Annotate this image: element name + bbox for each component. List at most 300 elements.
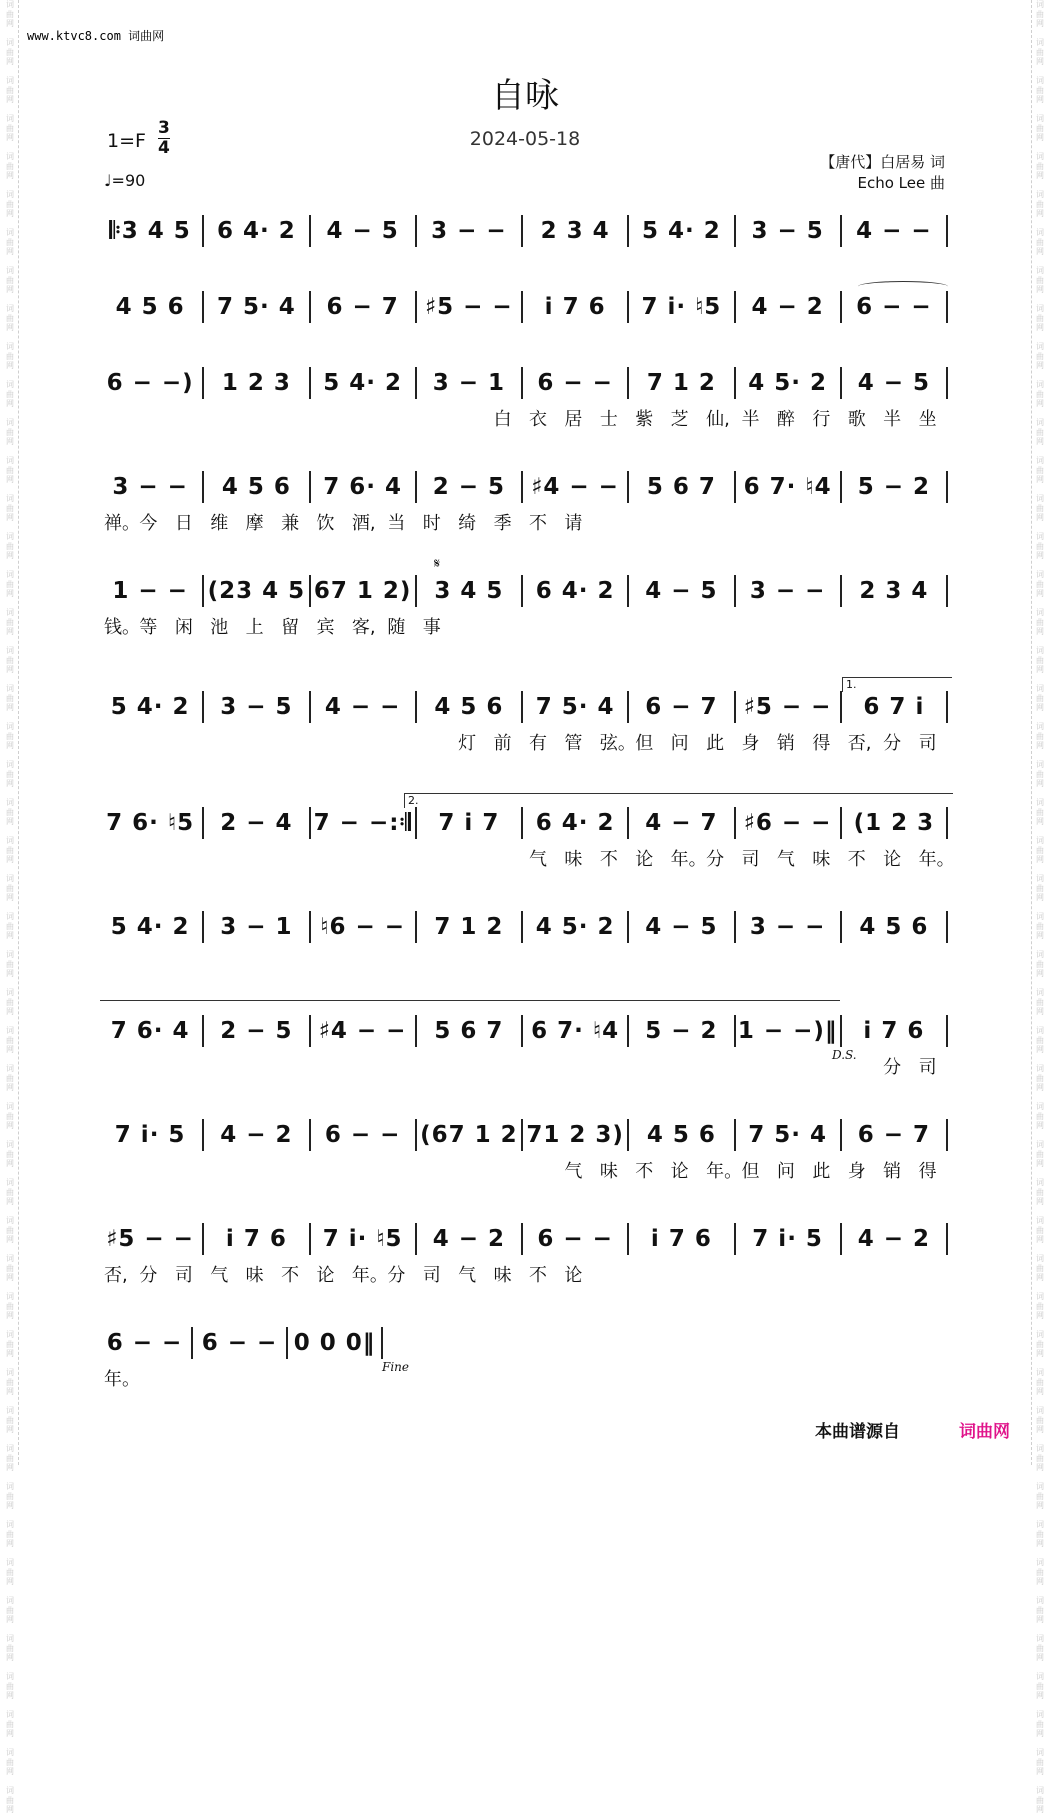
- measure: 6 − −: [201, 1330, 278, 1356]
- measure: 4 − 5: [857, 370, 931, 396]
- lyric-syllable: 论: [670, 1161, 689, 1182]
- measure: ♯6 − −: [743, 810, 832, 836]
- bar-line: [627, 367, 629, 399]
- measure: 6 7· ♮4: [531, 1018, 620, 1044]
- lyric-syllable: 半: [741, 409, 760, 430]
- bar-line: [286, 1327, 288, 1359]
- measure: 3 − −: [749, 914, 826, 940]
- lyric-syllable: 士: [599, 409, 618, 430]
- bar-line: [627, 1015, 629, 1047]
- bar-line: [521, 807, 523, 839]
- lyric-syllable: 不: [529, 1265, 547, 1286]
- lyric-syllable: 弦。: [599, 733, 636, 754]
- volta-2: 2.: [404, 793, 953, 808]
- bar-line: [415, 215, 417, 247]
- bar-line: [202, 691, 204, 723]
- measure: 4 5· 2: [748, 370, 827, 396]
- measure: 4 5· 2: [535, 914, 615, 940]
- lyric-syllable: 此: [706, 733, 725, 754]
- lyric-syllable: 请: [564, 513, 583, 534]
- measure: 4 − 2: [220, 1122, 293, 1148]
- bar-line: [521, 367, 523, 399]
- measure: 6 4· 2: [535, 578, 615, 604]
- left-watermark-strip: 词 曲 网 词 曲 网 词 曲 网 词 曲 网 词 曲 网 词 曲 网 词 曲 网 词 曲 网 词 曲 网 词 曲 网 词 曲 网 词 曲 网 词 曲 网 词 曲 网 词 曲 网 词 曲 网 词 曲 网 词 曲 网 词 曲 网 词 曲 网 词 曲 网 词 曲 网 词 曲 网 词 曲 网 词 曲 网 词 曲 网 词 曲 网 词 曲 网 词 曲 网 词 曲 网 词 曲 网 词 曲 网 词 曲 网 词 曲 网 词 曲 网 词 曲 网 词 曲 网 词 曲 网 词 曲 网 词 曲 网 词 曲 网 词 曲 网 词 曲 网 词 曲 网 词 曲 网 词 曲 网 词 曲 网 词 曲 网: [2, 0, 19, 1465]
- bar-line: [946, 1223, 948, 1255]
- bar-line: [202, 575, 204, 607]
- time-sig-bottom: 4: [158, 138, 170, 158]
- measure: 5 − 2: [645, 1018, 718, 1044]
- measure: 4 5 6: [434, 694, 504, 720]
- lyric-syllable: 不: [599, 849, 618, 870]
- measure: 3 − 5: [220, 694, 293, 720]
- lyrics-row: [100, 845, 955, 870]
- measure: 6 − −: [324, 1122, 401, 1148]
- bar-line: [381, 1327, 383, 1359]
- measure: 7 i· ♮5: [641, 294, 722, 320]
- measure: 6 7· ♮4: [743, 474, 832, 500]
- lyric-syllable: 气: [564, 1161, 583, 1182]
- bar-line: [202, 807, 204, 839]
- measure: 3 − 1: [220, 914, 293, 940]
- lyrics-row: [100, 509, 950, 533]
- bar-line: [415, 1119, 417, 1151]
- bar-line: [521, 1223, 523, 1255]
- measure: 5 6 7: [434, 1018, 504, 1044]
- measure: 3 − 5: [751, 218, 824, 244]
- lyric-syllable: 池: [210, 617, 229, 638]
- time-signature: [158, 119, 170, 158]
- score-row: [100, 291, 950, 323]
- measure: 3 − −: [112, 474, 188, 500]
- bracket-line: [100, 1000, 840, 1003]
- lyric-syllable: 事: [422, 617, 441, 638]
- measure: 7 1 2: [646, 370, 716, 396]
- bar-line: [415, 911, 417, 943]
- lyric-syllable: 不: [529, 513, 547, 534]
- measure: 5 4· 2: [110, 914, 190, 940]
- measure: 5 − 2: [857, 474, 931, 500]
- measure: 7 i· 5: [114, 1122, 186, 1148]
- lyric-syllable: 年。: [104, 1369, 140, 1390]
- bar-line: [627, 911, 629, 943]
- bar-line: [309, 575, 311, 607]
- bar-line: [521, 575, 523, 607]
- bar-line: [309, 1119, 311, 1151]
- lyric-syllable: 白: [493, 409, 512, 430]
- bar-line: [946, 471, 948, 503]
- measure: 4 5 6: [859, 914, 929, 940]
- lyric-syllable: 但: [635, 733, 654, 754]
- lyric-syllable: 时: [422, 513, 441, 534]
- lyric-syllable: 衣: [529, 409, 547, 430]
- bar-line: [840, 911, 842, 943]
- bar-line: [946, 691, 948, 723]
- bar-line: [521, 691, 523, 723]
- score-row: [100, 215, 950, 247]
- measure: 4 5 6: [646, 1122, 716, 1148]
- measure: 4 − 7: [645, 810, 718, 836]
- lyric-syllable: 仙,: [706, 409, 730, 430]
- lyric-syllable: 紫: [635, 409, 654, 430]
- measure: 7 i 7: [438, 810, 500, 836]
- measure: 2 − 5: [220, 1018, 293, 1044]
- bar-line: [415, 471, 417, 503]
- bar-line: [415, 367, 417, 399]
- measure: 2 − 5: [432, 474, 506, 500]
- bar-line: [415, 691, 417, 723]
- measure: 2 3 4: [540, 218, 610, 244]
- lyric-syllable: 芝: [670, 409, 689, 430]
- measure: 7 5· 4: [748, 1122, 827, 1148]
- measure: 4 5 6: [115, 294, 185, 320]
- bar-line: [840, 807, 842, 839]
- bar-line: [627, 691, 629, 723]
- bar-line: [840, 367, 842, 399]
- measure: 7 i· ♮5: [322, 1226, 403, 1252]
- measure: i 7 6: [650, 1226, 712, 1252]
- bar-line: [734, 215, 736, 247]
- measure: 2 3 4: [859, 578, 929, 604]
- bar-line: [734, 1119, 736, 1151]
- measure: 6 4· 2: [535, 810, 615, 836]
- measure: 7 6· 4: [110, 1018, 190, 1044]
- measure: 7 5· 4: [216, 294, 296, 320]
- lyric-syllable: 随: [387, 617, 406, 638]
- lyric-syllable: 论: [564, 1265, 583, 1286]
- lyrics-row: [100, 1261, 950, 1285]
- lyric-syllable: 销: [883, 1161, 902, 1182]
- measure: 5 4· 2: [110, 694, 190, 720]
- lyric-syllable: 宾: [316, 617, 335, 638]
- bar-line: [734, 471, 736, 503]
- lyric-syllable: 不: [847, 849, 866, 870]
- measure: 3 − −: [431, 218, 507, 244]
- measure: (67 1 2: [420, 1122, 518, 1148]
- tempo-marking: ♩=90: [104, 171, 146, 190]
- bar-line: [734, 1223, 736, 1255]
- lyric-syllable: 兼: [281, 513, 300, 534]
- lyric-syllable: 客,: [351, 617, 376, 638]
- bar-line: [521, 215, 523, 247]
- bar-line: [734, 1015, 736, 1047]
- ds-mark: D.S.: [832, 1048, 857, 1062]
- measure: 4 − 5: [326, 218, 399, 244]
- footer-brand-link[interactable]: 词曲网: [959, 1422, 1010, 1442]
- lyric-syllable: 等: [139, 617, 158, 638]
- lyrics-row: [100, 1157, 950, 1181]
- score-row: [100, 575, 950, 607]
- bar-line: [840, 1119, 842, 1151]
- bar-line: [840, 471, 842, 503]
- lyric-syllable: 年。: [351, 1265, 388, 1286]
- measure: 3 − 1: [432, 370, 506, 396]
- lyric-syllable: 年。: [670, 849, 707, 870]
- lyric-syllable: 半: [883, 409, 902, 430]
- bar-line: [946, 1015, 948, 1047]
- lyric-syllable: 上: [245, 617, 264, 638]
- bar-line: [840, 691, 842, 723]
- measure: 0 0 0‖: [293, 1330, 376, 1356]
- score-row: [100, 1015, 950, 1047]
- bar-line: [202, 291, 204, 323]
- lyric-syllable: 味: [493, 1265, 512, 1286]
- lyric-syllable: 醉: [776, 409, 795, 430]
- bar-line: [309, 367, 311, 399]
- measure: 4 − 2: [432, 1226, 506, 1252]
- lyric-syllable: 有: [529, 733, 547, 754]
- measure: 7 5· 4: [535, 694, 615, 720]
- bar-line: [734, 291, 736, 323]
- measure: i 7 6: [225, 1226, 287, 1252]
- score-row: [100, 911, 950, 943]
- lyrics-row: [100, 405, 950, 429]
- measure: 4 − −: [856, 218, 932, 244]
- measure: 6 − −: [537, 1226, 613, 1252]
- bar-line: [734, 367, 736, 399]
- measure: 5 6 7: [646, 474, 716, 500]
- lyric-syllable: 留: [281, 617, 300, 638]
- bar-line: [309, 215, 311, 247]
- bar-line: [946, 911, 948, 943]
- score-row: [100, 807, 950, 839]
- score-row: [100, 1223, 950, 1255]
- composer-credit: Echo Lee 曲: [857, 174, 945, 192]
- measure: 4 − 2: [857, 1226, 931, 1252]
- lyric-syllable: 管: [564, 733, 583, 754]
- bar-line: [309, 1015, 311, 1047]
- measure: ♯5 − −: [743, 694, 832, 720]
- bar-line: [521, 911, 523, 943]
- bar-line: [734, 911, 736, 943]
- bar-line: [309, 807, 311, 839]
- credits: [820, 152, 945, 194]
- bar-line: [840, 291, 842, 323]
- measure: 3 − −: [749, 578, 826, 604]
- lyric-syllable: 钱。: [104, 617, 140, 638]
- score-row: [100, 1327, 950, 1359]
- bar-line: [521, 1015, 523, 1047]
- measure: 7 6· 4: [323, 474, 402, 500]
- measure: 4 − 5: [645, 914, 718, 940]
- bar-line: [309, 471, 311, 503]
- lyric-syllable: 摩: [245, 513, 264, 534]
- song-date: 2024-05-18: [469, 128, 581, 150]
- bar-line: [309, 691, 311, 723]
- lyric-syllable: 维: [210, 513, 229, 534]
- bar-line: [946, 215, 948, 247]
- measure: 1 − −)‖: [737, 1018, 838, 1044]
- measure: 5 4· 2: [323, 370, 402, 396]
- bar-line: [415, 807, 417, 839]
- lyric-syllable: 绮: [458, 513, 477, 534]
- measure: 6 − 7: [326, 294, 399, 320]
- lyric-syllable: 味: [599, 1161, 618, 1182]
- bar-line: [309, 291, 311, 323]
- lyric-syllable: 禅。: [104, 513, 140, 534]
- lyric-syllable: 闲: [174, 617, 193, 638]
- lyric-syllable: 气: [529, 849, 547, 870]
- lyric-syllable: 灯: [458, 733, 477, 754]
- measure: ♮6 − −: [320, 914, 406, 940]
- measure: 5 4· 2: [641, 218, 721, 244]
- bar-line: [202, 1015, 204, 1047]
- bar-line: [946, 807, 948, 839]
- score-row: [100, 471, 950, 503]
- bar-line: [415, 575, 417, 607]
- bar-line: [521, 471, 523, 503]
- score-row: [100, 1119, 950, 1151]
- measure: i 7 6: [863, 1018, 925, 1044]
- lyric-syllable: 论: [316, 1265, 335, 1286]
- measure: 6 − −: [856, 294, 932, 320]
- measure: (1 2 3: [853, 810, 935, 836]
- score-row: [100, 367, 950, 399]
- lyric-syllable: 气: [210, 1265, 229, 1286]
- measure: 3 4 5: [434, 578, 504, 604]
- song-title: 自咏: [491, 76, 559, 116]
- lyrics-row: [100, 1053, 950, 1077]
- lyrics-row: [100, 613, 950, 637]
- measure: 6 − −: [537, 370, 613, 396]
- measure: 7 − −:𝄇: [313, 810, 412, 836]
- lyric-syllable: 歌: [847, 409, 866, 430]
- bar-line: [734, 807, 736, 839]
- lyric-syllable: 司: [918, 733, 937, 754]
- lyric-syllable: 不: [635, 1161, 654, 1182]
- bar-line: [840, 1015, 842, 1047]
- lyric-syllable: 分: [883, 733, 902, 754]
- measure: 6 − 7: [857, 1122, 931, 1148]
- site-url[interactable]: www.ktvc8.com 词曲网: [27, 29, 165, 43]
- lyric-syllable: 日: [174, 513, 193, 534]
- lyric-syllable: 否,: [104, 1265, 128, 1286]
- lyric-syllable: 得: [918, 1161, 937, 1182]
- bar-line: [627, 575, 629, 607]
- measure: 6 − −): [106, 370, 194, 396]
- measure: i 7 6: [544, 294, 606, 320]
- bar-line: [627, 1223, 629, 1255]
- measure: 4 − 2: [751, 294, 824, 320]
- lyric-syllable: 饮: [316, 513, 335, 534]
- bar-line: [202, 367, 204, 399]
- lyric-syllable: 但: [741, 1161, 760, 1182]
- lyric-syllable: 销: [776, 733, 795, 754]
- bar-line: [415, 291, 417, 323]
- measure: 1 2 3: [221, 370, 291, 396]
- bar-line: [415, 1223, 417, 1255]
- lyric-syllable: 坐: [918, 409, 937, 430]
- footer-source: 本曲谱源自: [815, 1422, 900, 1442]
- bar-line: [734, 691, 736, 723]
- measure: (23 4 5: [207, 578, 306, 604]
- lyric-syllable: 味: [245, 1265, 264, 1286]
- measure: 1 − −: [112, 578, 188, 604]
- lyric-syllable: 味: [564, 849, 583, 870]
- measure: 71 2 3): [526, 1122, 624, 1148]
- right-watermark-strip: 词 曲 网 词 曲 网 词 曲 网 词 曲 网 词 曲 网 词 曲 网 词 曲 网 词 曲 网 词 曲 网 词 曲 网 词 曲 网 词 曲 网 词 曲 网 词 曲 网 词 曲 网 词 曲 网 词 曲 网 词 曲 网 词 曲 网 词 曲 网 词 曲 网 词 曲 网 词 曲 网 词 曲 网 词 曲 网 词 曲 网 词 曲 网 词 曲 网 词 曲 网 词 曲 网 词 曲 网 词 曲 网 词 曲 网 词 曲 网 词 曲 网 词 曲 网 词 曲 网 词 曲 网 词 曲 网 词 曲 网 词 曲 网 词 曲 网 词 曲 网 词 曲 网 词 曲 网 词 曲 网 词 曲 网 词 曲 网: [1031, 0, 1048, 1465]
- lyric-syllable: 当: [387, 513, 406, 534]
- bar-line: [627, 807, 629, 839]
- score-row: [100, 691, 950, 723]
- measure: ♯4 − −: [531, 474, 619, 500]
- measure: 7 1 2: [434, 914, 504, 940]
- measure: 6 − −: [106, 1330, 183, 1356]
- lyric-syllable: 否,: [847, 733, 872, 754]
- lyric-syllable: 味: [812, 849, 831, 870]
- bar-line: [191, 1327, 193, 1359]
- lyric-syllable: 司: [422, 1265, 441, 1286]
- lyric-syllable: 司: [741, 849, 760, 870]
- lyric-syllable: 得: [812, 733, 831, 754]
- time-sig-top: 3: [158, 118, 170, 138]
- lyric-syllable: 此: [812, 1161, 831, 1182]
- measure: ♯5 − −: [425, 294, 513, 320]
- bar-line: [627, 291, 629, 323]
- bar-line: [627, 1119, 629, 1151]
- lyric-syllable: 分: [387, 1265, 406, 1286]
- bar-line: [627, 215, 629, 247]
- segno-mark: 𝄋: [434, 556, 441, 572]
- measure: 4 − 5: [645, 578, 718, 604]
- lyrics-row: [100, 1365, 950, 1389]
- measure: 4 5 6: [221, 474, 291, 500]
- lyric-syllable: 气: [776, 849, 795, 870]
- key-signature: 1=F: [107, 130, 146, 152]
- lyric-syllable: 居: [564, 409, 583, 430]
- bar-line: [946, 575, 948, 607]
- lyric-syllable: 司: [174, 1265, 193, 1286]
- measure: 6 7 i: [863, 694, 925, 720]
- lyrics-row: [100, 729, 950, 753]
- lyric-syllable: 论: [883, 849, 902, 870]
- bar-line: [202, 1223, 204, 1255]
- lyric-syllable: 分: [706, 849, 725, 870]
- measure: 6 − 7: [645, 694, 718, 720]
- bar-line: [946, 1119, 948, 1151]
- lyric-syllable: 分: [139, 1265, 158, 1286]
- bar-line: [840, 575, 842, 607]
- bar-line: [202, 215, 204, 247]
- bar-line: [202, 911, 204, 943]
- lyric-syllable: 问: [776, 1161, 795, 1182]
- lyric-syllable: 分: [883, 1057, 902, 1078]
- lyric-syllable: 问: [670, 733, 689, 754]
- measure: ♯5 − −: [106, 1226, 194, 1252]
- lyric-syllable: 年。: [706, 1161, 743, 1182]
- measure: 7 6· ♮5: [106, 810, 195, 836]
- bar-line: [415, 1015, 417, 1047]
- bar-line: [840, 215, 842, 247]
- bar-line: [202, 471, 204, 503]
- lyricist-credit: 【唐代】白居易 词: [820, 153, 945, 171]
- fine-mark: Fine: [382, 1360, 409, 1374]
- lyric-syllable: 酒,: [351, 513, 376, 534]
- bar-line: [309, 1223, 311, 1255]
- lyric-syllable: 年。: [918, 849, 955, 870]
- lyric-syllable: 气: [458, 1265, 477, 1286]
- bar-line: [734, 575, 736, 607]
- bar-line: [627, 471, 629, 503]
- measure: 7 i· 5: [752, 1226, 823, 1252]
- measure: 67 1 2): [313, 578, 412, 604]
- tie-line: [858, 281, 948, 292]
- lyric-syllable: 身: [847, 1161, 866, 1182]
- bar-line: [840, 1223, 842, 1255]
- bar-line: [521, 1119, 523, 1151]
- lyric-syllable: 司: [918, 1057, 937, 1078]
- lyric-syllable: 前: [493, 733, 512, 754]
- bar-line: [521, 291, 523, 323]
